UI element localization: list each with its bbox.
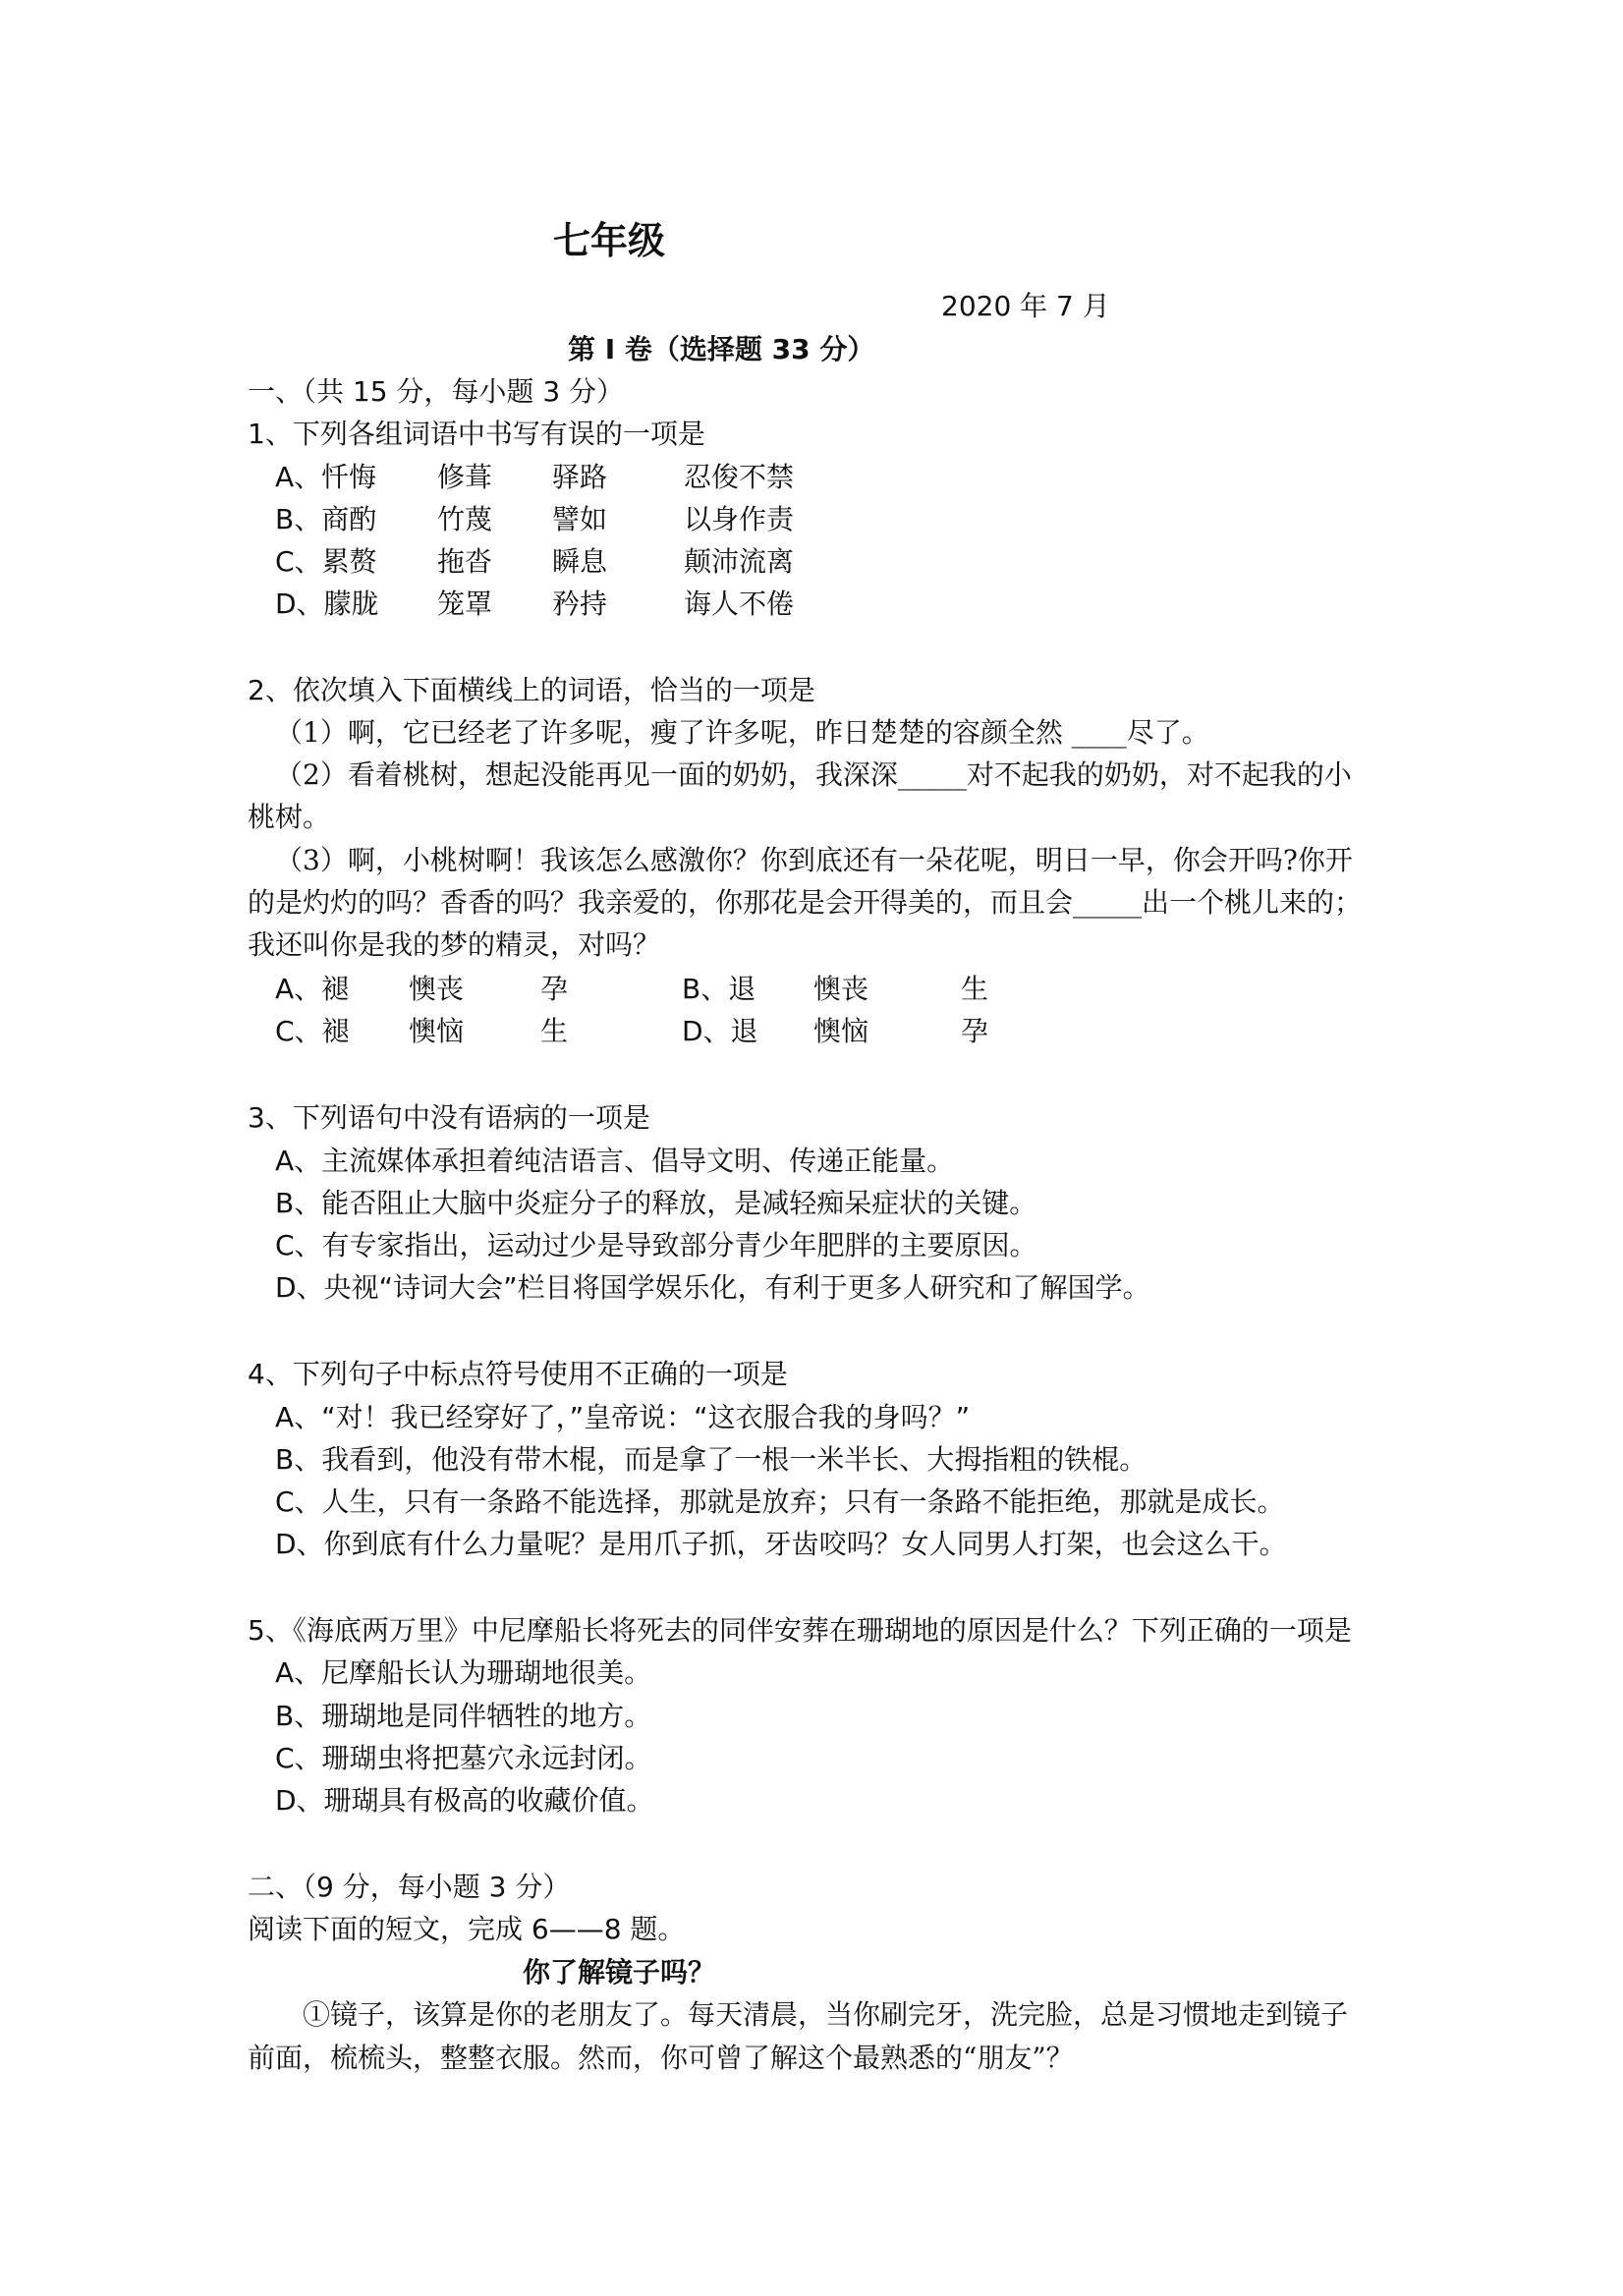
q5-option-b: B、珊瑚地是同伴牺牲的地方。 bbox=[275, 1700, 652, 1732]
word: 诲人不倦 bbox=[684, 588, 795, 620]
q4-option-c: C、人生，只有一条路不能选择，那就是放弃；只有一条路不能拒绝，那就是成长。 bbox=[275, 1485, 1285, 1518]
word: B、商酌 bbox=[275, 503, 377, 535]
q5-option-a: A、尼摩船长认为珊瑚地很美。 bbox=[275, 1656, 652, 1689]
q2-options-row-2 bbox=[275, 1012, 1022, 1051]
section2-heading: 二、（9 分，每小题 3 分） bbox=[248, 1871, 571, 1903]
q3-option-d: D、央视“诗词大会”栏目将国学娱乐化，有利于更多人研究和了解国学。 bbox=[275, 1271, 1150, 1304]
q5-stem: 5、《海底两万里》中尼摩船长将死去的同伴安葬在珊瑚地的原因是什么？下列正确的一项是 bbox=[248, 1614, 1352, 1647]
word: 以身作责 bbox=[684, 503, 795, 535]
grade-title: 七年级 bbox=[553, 219, 666, 262]
option-d-word: 孕 bbox=[961, 1015, 989, 1047]
q2-passage-3b: 的是灼灼的吗？香香的吗？我亲爱的，你那花是会开得美的，而且会_____出一个桃儿来的； bbox=[248, 886, 1363, 919]
option-a-word: 孕 bbox=[540, 973, 569, 1005]
q4-option-a: A、“对！我已经穿好了，”皇帝说：“这衣服合我的身吗？” bbox=[275, 1401, 971, 1433]
q1-option-c bbox=[275, 542, 825, 582]
word: 竹蔑 bbox=[437, 503, 493, 535]
option-b-word: 懊丧 bbox=[813, 973, 869, 1005]
word: 拖沓 bbox=[437, 545, 493, 578]
q2-stem: 2、依次填入下面横线上的词语，恰当的一项是 bbox=[248, 674, 815, 706]
option-c-word: 懊恼 bbox=[409, 1015, 465, 1047]
option-b-word: 生 bbox=[961, 973, 989, 1005]
word: 笼罩 bbox=[437, 588, 493, 620]
section2-instruction: 阅读下面的短文，完成 6——8 题。 bbox=[248, 1913, 686, 1945]
word: 譬如 bbox=[552, 503, 608, 535]
word: C、累赘 bbox=[275, 545, 377, 578]
q2-passage-2b: 桃树。 bbox=[248, 801, 331, 833]
word: 瞬息 bbox=[552, 545, 608, 578]
q3-option-b: B、能否阻止大脑中炎症分子的释放，是减轻痴呆症状的关键。 bbox=[275, 1187, 1037, 1219]
q1-option-d bbox=[275, 585, 825, 624]
word: A、忏悔 bbox=[275, 461, 377, 493]
q2-passage-3a: （3）啊，小桃树啊！我该怎么感激你？你到底还有一朵花呢，明日一早，你会开吗?你开 bbox=[275, 844, 1353, 876]
option-d-word: 懊恼 bbox=[813, 1015, 869, 1047]
word: 颠沛流离 bbox=[684, 545, 795, 578]
q2-passage-2a: （2）看着桃树，想起没能再见一面的奶奶，我深深_____对不起我的奶奶，对不起我的小 bbox=[275, 758, 1352, 791]
volume-title: 第 I 卷（选择题 33 分） bbox=[568, 333, 875, 365]
word: 驿路 bbox=[552, 461, 608, 493]
word: 修葺 bbox=[437, 461, 493, 493]
q3-option-a: A、主流媒体承担着纯洁语言、倡导文明、传递正能量。 bbox=[275, 1145, 955, 1177]
option-c-word: 生 bbox=[540, 1015, 569, 1047]
option-a-word: A、褪 bbox=[275, 973, 350, 1005]
reading-title: 你了解镜子吗？ bbox=[523, 1956, 716, 1988]
option-b-word: B、退 bbox=[682, 973, 756, 1005]
q1-option-a bbox=[275, 458, 825, 497]
q4-option-d: D、你到底有什么力量呢？是用爪子抓，牙齿咬吗？女人同男人打架，也会这么干。 bbox=[275, 1528, 1287, 1560]
q5-option-c: C、珊瑚虫将把墓穴永远封闭。 bbox=[275, 1742, 652, 1774]
q4-stem: 4、下列句子中标点符号使用不正确的一项是 bbox=[248, 1358, 788, 1390]
word: D、朦胧 bbox=[275, 588, 379, 620]
q2-options-row-1 bbox=[275, 970, 1022, 1009]
q4-option-b: B、我看到，他没有带木棍，而是拿了一根一米半长、大拇指粗的铁棍。 bbox=[275, 1443, 1147, 1476]
section1-heading: 一、（共 15 分，每小题 3 分） bbox=[248, 375, 625, 408]
option-a-word: 懊丧 bbox=[409, 973, 465, 1005]
q2-passage-3c: 我还叫你是我的梦的精灵，对吗？ bbox=[248, 928, 661, 961]
q1-stem: 1、下列各组词语中书写有误的一项是 bbox=[248, 418, 705, 450]
reading-paragraph-1a: ①镜子，该算是你的老朋友了。每天清晨，当你刷完牙，洗完脸，总是习惯地走到镜子 bbox=[303, 1998, 1349, 2031]
word: 忍俊不禁 bbox=[684, 461, 795, 493]
reading-paragraph-1b: 前面，梳梳头，整整衣服。然而，你可曾了解这个最熟悉的“朋友”？ bbox=[248, 2042, 1074, 2074]
option-c-word: C、褪 bbox=[275, 1015, 350, 1047]
option-d-word: D、退 bbox=[682, 1015, 758, 1047]
q3-stem: 3、下列语句中没有语病的一项是 bbox=[248, 1101, 650, 1134]
q5-option-d: D、珊瑚具有极高的收藏价值。 bbox=[275, 1784, 654, 1817]
q3-option-c: C、有专家指出，运动过少是导致部分青少年肥胖的主要原因。 bbox=[275, 1229, 1037, 1261]
q1-option-b bbox=[275, 500, 825, 539]
word: 矜持 bbox=[552, 588, 608, 620]
q2-passage-1: （1）啊，它已经老了许多呢，瘦了许多呢，昨日楚楚的容颜全然 ____尽了。 bbox=[275, 716, 1209, 749]
exam-date: 2020 年 7 月 bbox=[941, 290, 1110, 322]
